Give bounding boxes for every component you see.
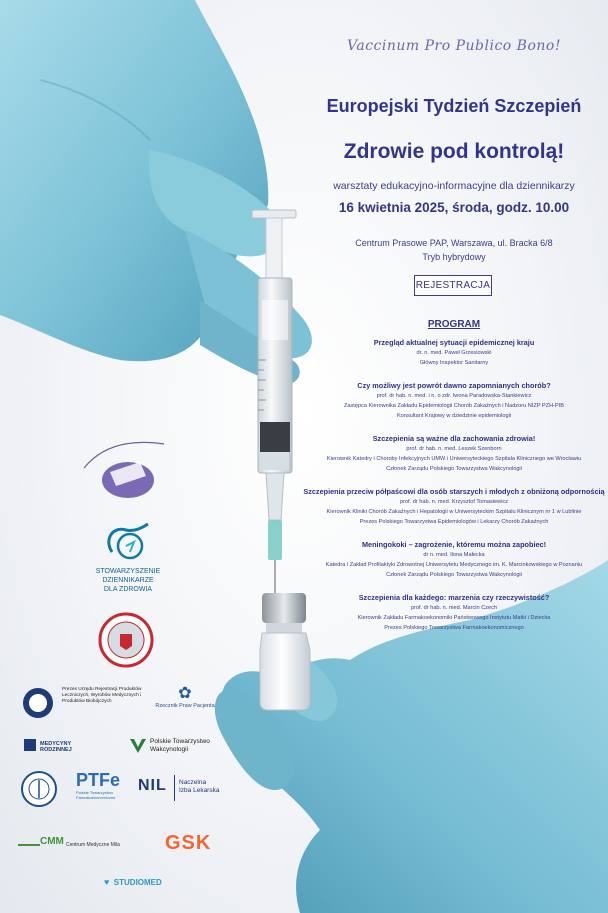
program-item: [300, 381, 608, 421]
program-item: [300, 434, 608, 474]
program-item-role: Konsultant Krajowy w dziedzinie epidemiologii: [396, 413, 512, 419]
heart-snake-icon: [104, 522, 152, 562]
event-subtitle-title: Zdrowie pod kontrolą!: [343, 140, 565, 163]
sdz-line3: DLA ZDROWIA: [103, 586, 153, 593]
rpp-label: Rzecznik Praw Pacjenta: [155, 703, 215, 709]
ptw-line2: Wakcynologii: [150, 746, 189, 753]
program-item-title: Szczepienia dla każdego: marzenia czy rzeczywistość?: [358, 593, 550, 602]
program-item-speaker: dr. n. med. Paweł Grzesiowski: [416, 350, 492, 356]
program-item-speaker: prof. dr hab. n. med. Krzysztof Tomasiewicz: [399, 499, 509, 505]
nil-line1: Naczelna: [179, 779, 207, 786]
mr-label: MEDYCYNY RODZINNEJ: [40, 741, 72, 753]
sdz-line1: STOWARZYSZENIE: [95, 568, 161, 575]
ptw-logo: [130, 737, 230, 757]
program-item-title: Przegląd aktualnej sytuacji epidemicznej kraju: [373, 338, 535, 347]
rpp-icon: ✿: [178, 685, 192, 702]
program-item: [300, 487, 608, 527]
program-item-role: Kierownik Kliniki Chorób Zakaźnych i Hepatologii w Uniwersyteckim Szpitalu Klinicznym nr 1 w Lublinie: [326, 509, 582, 515]
ptfe-label: Polskie Towarzystwo Farmakoekonomiczne: [76, 790, 116, 800]
program-item-title: Szczepienia przeciw półpaścowi dla osób starszych i młodych z obniżoną odpornością: [303, 487, 605, 496]
ptw-mark-icon: [130, 739, 146, 753]
event-title: Europejski Tydzień Szczepień: [326, 96, 582, 116]
program-item: [300, 593, 608, 633]
cmm-label: Centrum Medyczne Mila: [66, 842, 120, 848]
nil-line2: Izba Lekarska: [179, 787, 220, 794]
register-button[interactable]: REJESTRACJA: [414, 275, 492, 296]
event-venue: Centrum Prasowe PAP, Warszawa, ul. Bracka 6/8: [355, 238, 553, 248]
centrum-medyczne-mila-logo: [18, 834, 128, 856]
program-item-role: Zastępca Kierownika Zakładu Epidemiologii Chorób Zakaźnych i Nadzoru NIZP PZH-PIB: [343, 403, 564, 409]
medycyny-rodzinnej-logo: [24, 738, 104, 754]
rpp-logo: [150, 685, 220, 721]
program-item-speaker: prof. dr hab. n. med. Marcin Czech: [410, 605, 498, 611]
event-description: warsztaty edukacyjno-informacyjne dla dziennikarzy: [333, 180, 575, 192]
sdz-line2: DZIENNIKARZE: [102, 577, 154, 584]
program-item-role: Główny Inspektor Sanitarny: [419, 360, 489, 366]
nil-mark: NIL: [138, 777, 167, 794]
gsk-logo: [165, 832, 225, 856]
vaccinum-pro-publico-bono-logo: [80, 432, 170, 502]
event-mode: Tryb hybrydowy: [422, 252, 486, 262]
program-item-speaker: prof. dr hab. n. med. i n. o zdr. Iwona Paradowska-Stankiewicz: [376, 393, 532, 399]
studiomed-logo: [104, 872, 184, 886]
urpl-logo: [22, 685, 152, 725]
ptw-line1: Polskie Towarzystwo: [150, 738, 210, 745]
program-item-role: Prezes Polskiego Towarzystwa Epidemiologów i Lekarzy Chorób Zakaźnych: [359, 519, 549, 525]
tagline: Vaccinum Pro Publico Bono!: [347, 38, 561, 54]
program-item-title: Meningokoki – zagrożenie, któremu można zapobiec!: [361, 540, 547, 549]
studiomed-label: STUDIOMED: [113, 878, 162, 887]
program-item-role: Członek Zarządu Polskiego Towarzystwa Wakcynologii: [386, 466, 522, 472]
program-item-role: Kierownik Katedry i Choroby Infekcyjnych UMW i Uniwersyteckiego Szpitala Klinicznego we Wrocławiu: [326, 456, 582, 462]
program-item-role: Katedra i Zakład Profilaktyki Zdrowotnej Uniwersytetu Medycznego im. K. Marcinkowskiego w Poznaniu: [325, 562, 583, 568]
nil-divider: [174, 775, 175, 801]
event-date: 16 kwietnia 2025, środa, godz. 10.00: [338, 200, 570, 215]
cmm-mark-icon: CMM: [40, 836, 64, 847]
ptfe-mark: PTFe: [76, 770, 121, 790]
program-item-title: Czy możliwy jest powrót dawno zapomnianych chorób?: [357, 381, 551, 390]
medical-society-seal-logo: [20, 770, 60, 810]
program-item-role: Kierownik Zakładu Farmakoekonomiki Państwowego Instytutu Matki i Dziecka: [357, 615, 551, 621]
studiomed-icon: ♥: [104, 877, 110, 887]
program-item-speaker: prof. dr hab. n. med. Leszek Szenborn: [406, 446, 502, 452]
mr-mark-icon: [24, 739, 36, 751]
program-heading: PROGRAM: [427, 319, 481, 330]
ptfe-logo: [76, 770, 136, 810]
program-item-speaker: dr n. med. Ilona Małecka: [423, 552, 485, 558]
program-item: [300, 540, 608, 580]
program-item-role: Członek Zarządu Polskiego Towarzystwa Wakcynologii: [386, 572, 522, 578]
urpl-label: Prezes Urzędu Rejestracji Produktów Leczniczych, Wyrobów Medycznych i Produktów Biobójczych: [62, 687, 142, 704]
gsk-mark: GSK: [165, 832, 212, 854]
program-item-role: Prezes Polskiego Towarzystwa Farmakoekonomicznego: [384, 625, 524, 631]
program-item-title: Szczepienia są ważne dla zachowania zdrowia!: [372, 434, 536, 443]
program-item: [300, 338, 608, 368]
nil-logo: [138, 775, 230, 803]
sanepid-logo: [98, 612, 154, 668]
stowarzyszenie-dziennikarze-logo: [88, 522, 168, 602]
